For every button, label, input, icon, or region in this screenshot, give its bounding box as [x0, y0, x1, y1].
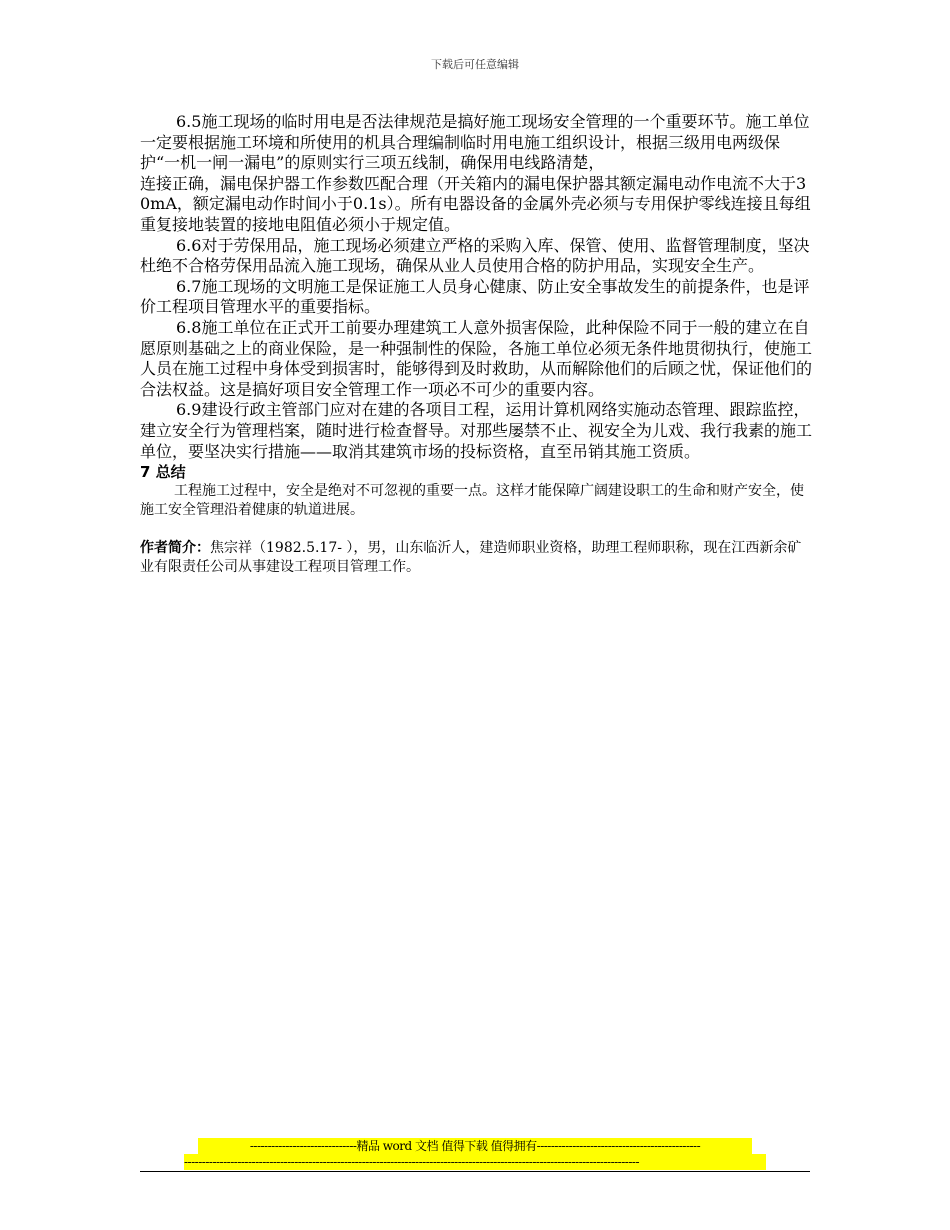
section-7-heading: 7 总结	[140, 463, 186, 482]
paragraph-6-6: 6.6对于劳保用品，施工现场必须建立严格的采购入库、保管、使用、监督管理制度，坚决杜绝不合格劳保用品流入施工现场，确保从业人员使用合格的防护用品，实现安全生产。	[140, 235, 810, 276]
author-bio	[140, 539, 815, 577]
header-note: 下载后可任意编辑	[431, 58, 519, 71]
footer-banner-line-2: --------------------------------------------------------------------------------------------------------------------------------	[184, 1154, 766, 1170]
paragraph-6-5-continued: 连接正确，漏电保护器工作参数匹配合理（开关箱内的漏电保护器其额定漏电动作电流不大于30mA，额定漏电动作时间小于0.1s）。所有电器设备的金属外壳必须与专用保护零线连接且每组重复接地装置的接地电阻值必须小于规定值。	[140, 173, 811, 234]
document-body	[140, 112, 815, 577]
paragraph-6-5: 6.5施工现场的临时用电是否法律规范是搞好施工现场安全管理的一个重要环节。施工单位一定要根据施工环境和所使用的机具合理编制临时用电施工组织设计，根据三级用电两级保护“一机一闸一漏电”的原则实行三项五线制，确保用电线路清楚，	[140, 112, 810, 173]
author-bio-label: 作者简介：	[140, 540, 210, 557]
paragraph-6-9: 6.9建设行政主管部门应对在建的各项目工程，运用计算机网络实施动态管理、跟踪监控，建立安全行为管理档案，随时进行检查督导。对那些屡禁不止、视安全为儿戏、我行我素的施工单位，要坚决实行措施——取消其建筑市场的投标资格，直至吊销其施工资质。	[140, 400, 813, 461]
paragraph-6-7: 6.7施工现场的文明施工是保证施工人员身心健康、防止安全事故发生的前提条件，也是评价工程项目管理水平的重要指标。	[140, 276, 810, 317]
section-7-body: 工程施工过程中，安全是绝对不可忽视的重要一点。这样才能保障广阔建设职工的生命和财产安全，使施工安全管理沿着健康的轨道进展。	[140, 483, 804, 519]
footer-rule	[140, 1171, 810, 1172]
footer-banner-line-1: ------------------------------精品 word 文档 值得下载 值得拥有----------------------------------------------	[198, 1138, 752, 1154]
paragraph-6-8: 6.8施工单位在正式开工前要办理建筑工人意外损害保险，此种保险不同于一般的建立在自愿原则基础之上的商业保险，是一种强制性的保险，各施工单位必须无条件地贯彻执行，使施工人员在施工过程中身体受到损害时，能够得到及时救助，从而解除他们的后顾之忧，保证他们的合法权益。这是搞好项目安全管理工作一项必不可少的重要内容。	[140, 317, 813, 399]
author-bio-text: 焦宗祥（1982.5.17- ），男，山东临沂人，建造师职业资格，助理工程师职称，现在江西新余矿业有限责任公司从事建设工程项目管理工作。	[140, 540, 802, 576]
